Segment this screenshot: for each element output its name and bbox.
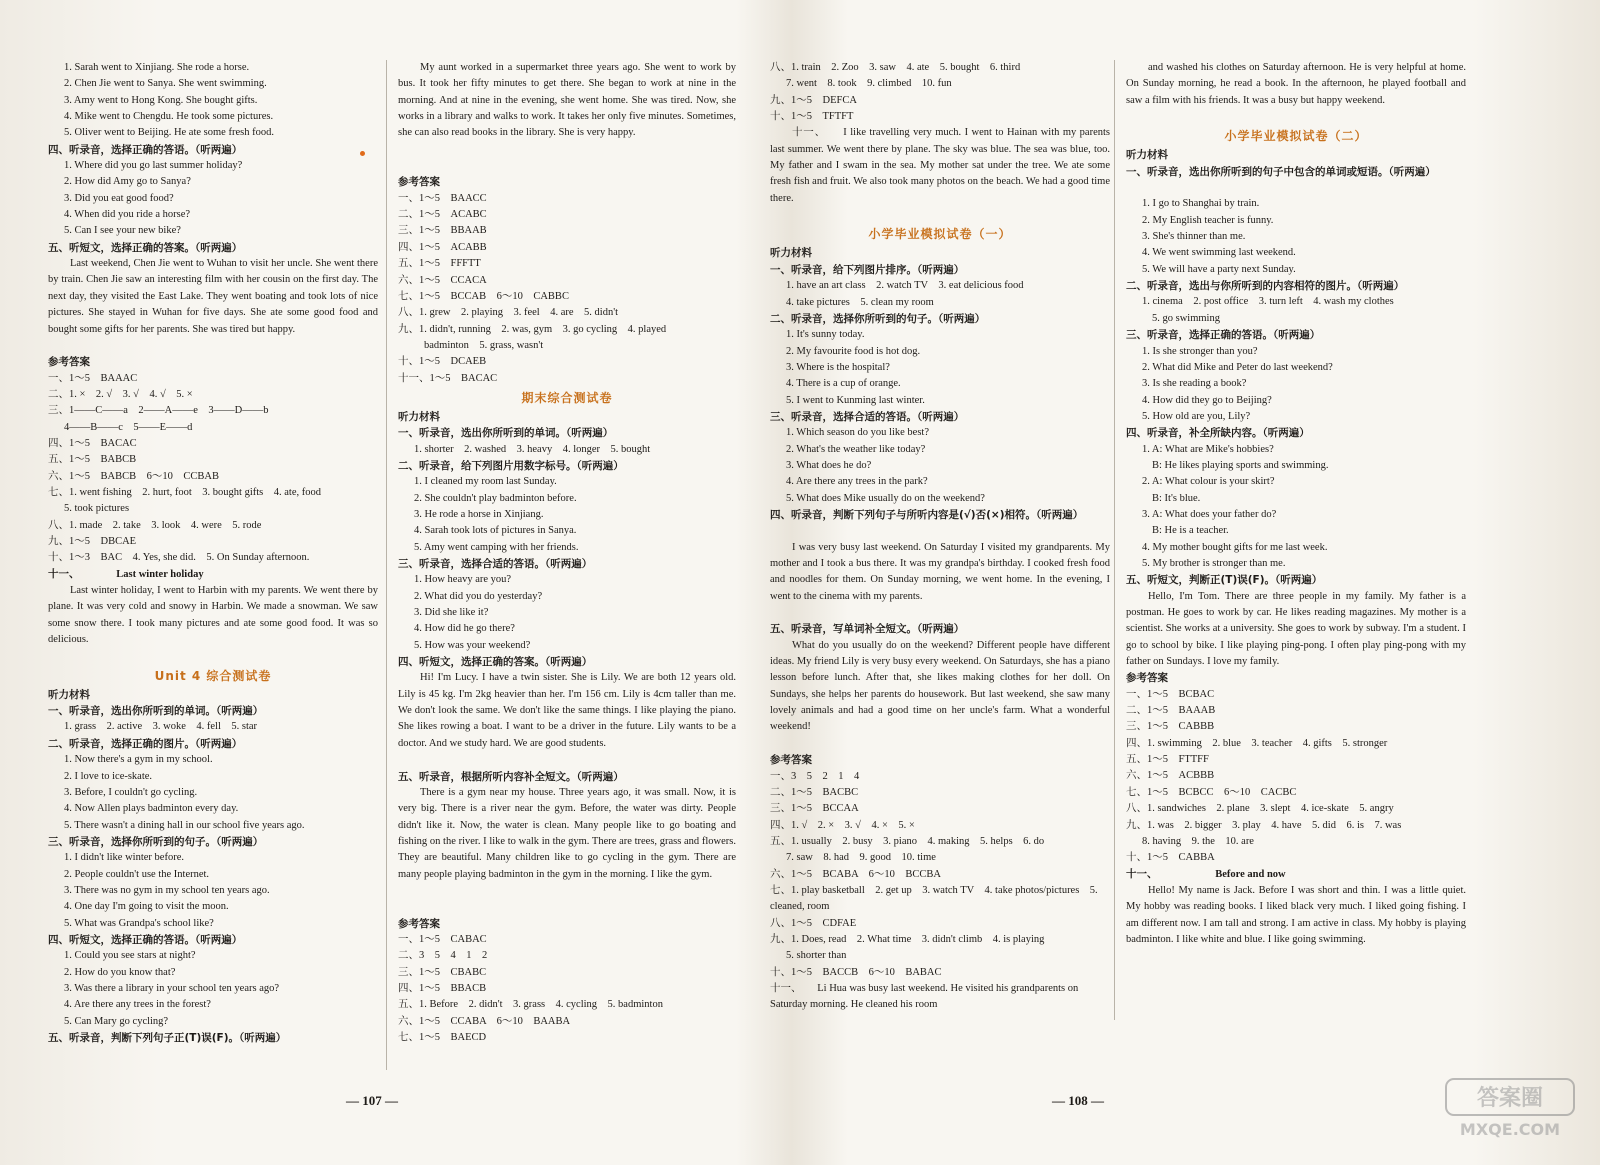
section-heading: 五、听录音，写单词补全短文。（听两遍） <box>770 623 965 636</box>
text-line: 七、1. play basketball 2. get up 3. watch TV 4. take photos/pictures 5. cleaned, room <box>770 884 1098 913</box>
paragraph: Hello! My name is Jack. Before I was short and thin. I was a little quiet. My hobby was reading books. I liked black very much. I liked going fishing. I am different now. I am tall and strong. I am active in class. My hobby is playing badminton. I like white and blue. I like going swimming. <box>1126 884 1466 945</box>
text-line: 3. Did she like it? <box>414 607 489 619</box>
text-line: 十一、 Li Hua was busy last weekend. He visited his grandparents on Saturday morning. He cleaned his room <box>770 983 1079 1011</box>
text-line: 5. My brother is stronger than me. <box>1142 557 1286 569</box>
text-line: 4——B——c 5——E——d <box>64 421 193 433</box>
text-line: 5. There wasn't a dining hall in our school five years ago. <box>64 819 305 831</box>
text-line: 七、1～5 BAECD <box>398 1032 487 1044</box>
text-line: 1. It's sunny today. <box>786 329 865 341</box>
paragraph: What do you usually do on the weekend? Different people have different ideas. My friend Lily is very busy every weekend. On Saturdays, she has a piano lesson before lunch. After that, she likes making clothes for her doll. On Sundays, she helps her parents do housework. But last weekend, she saw many lovely animals and had a good time on her uncle's farm. What a wonderful weekend! <box>770 639 1110 733</box>
text-line: 六、1～5 BABCB 6～10 CCBAB <box>48 470 219 482</box>
page-number-left: — 107 — <box>346 1093 398 1108</box>
text-line: 六、1～5 CCACA <box>398 274 487 286</box>
text-line: 2. What's the weather like today? <box>786 443 926 455</box>
section-heading: 参考答案 <box>398 176 440 189</box>
text-line: B: It's blue. <box>1152 492 1201 504</box>
text-line: 1. Now there's a gym in my school. <box>64 754 213 766</box>
text-line: 4. We went swimming last weekend. <box>1142 247 1296 259</box>
paragraph: Last weekend, Chen Jie went to Wuhan to visit her uncle. She went there by train. Chen Jie saw an interesting film with her cousin on the first day. The next day, they visited the East Lake. They went boating and took lots of nice pictures. She stayed in Wuhan for five days. She ate some good food and bought some gifts for her parents. She was tired but happy. <box>48 258 378 335</box>
section-heading: 三、听录音，选择你所听到的句子。（听两遍） <box>48 835 264 848</box>
text-line: 1. I go to Shanghai by train. <box>1142 198 1260 210</box>
section-heading: 听力材料 <box>398 410 440 423</box>
text-line: 1. shorter 2. washed 3. heavy 4. longer 5. bought <box>414 443 651 455</box>
text-line: 二、1～5 BAAAB <box>1126 705 1216 717</box>
text-line: 4. How did he go there? <box>414 623 515 635</box>
text-line: 3. Is she reading a book? <box>1142 378 1247 390</box>
text-line: 5. Can I see your new bike? <box>64 225 181 237</box>
text-line: 八、1～5 CDFAE <box>770 917 857 929</box>
text-line: 八、1. sandwiches 2. plane 3. slept 4. ice-skate 5. angry <box>1126 803 1394 815</box>
text-line: 5. How was your weekend? <box>414 639 531 651</box>
section-heading: 听力材料 <box>1126 149 1168 162</box>
text-line: 5. I went to Kunming last winter. <box>786 394 925 406</box>
section-heading: 一、听录音，选出你所听到的句子中包含的单词或短语。（听两遍） <box>1126 165 1436 178</box>
text-line: 三、1～5 CABBB <box>1126 721 1215 733</box>
section-heading: 四、听录音，补全所缺内容。（听两遍） <box>1126 427 1310 440</box>
text-line: 1. Which season do you like best? <box>786 427 929 439</box>
paragraph: There is a gym near my house. Three years ago, it was small. Now, it is very big. There is a river near the gym. Before, the water was dirty. People didn't like it. Now, the water is clean. Many people like to go boating and fishing on the river. I like to walk in the gym. There are trees, grass and flowers. They are beautiful. Many children like to go cycling in the gym. There are many people playing badminton in the gym in the morning. I like the gym. <box>398 786 736 880</box>
text-line: 7. saw 8. had 9. good 10. time <box>786 852 936 864</box>
text-line: 3. Where is the hospital? <box>786 361 890 373</box>
paragraph: Hi! I'm Lucy. I have a twin sister. She is Lily. We are both 12 years old. Lily is 45 kg. I'm 2kg heavier than her. I'm 156 cm. Lily is 4cm taller than me. We don't look the same. We don't like the same things. I like playing the piano. She likes rowing a boat. I want to be a driver in the future. Lily wants to be a doctor. And we study hard. We are good students. <box>398 672 736 749</box>
essay-heading: 十一、 Before and now <box>1126 868 1286 880</box>
text-line: 4. Are there any trees in the forest? <box>64 999 211 1011</box>
text-line: 一、1～5 BAAAC <box>48 372 138 384</box>
paragraph: 十一、 I like travelling very much. I went to Hainan with my parents last summer. We went there by plane. The sky was blue. The sea was blue, too. My father and I swam in the sea. My mother sat under the tree. We ate some fresh fish and fruit. We also took many photos on the beach. We had a good time there. <box>770 127 1110 204</box>
text-line: 七、1～5 BCCAB 6～10 CABBC <box>398 290 569 302</box>
text-line: 九、1～5 DEFCA <box>770 94 857 106</box>
section-title: 期末综合测试卷 <box>521 390 613 405</box>
text-line: 5. took pictures <box>64 503 130 515</box>
text-line: 六、1～5 CCABA 6～10 BAABA <box>398 1015 571 1027</box>
text-line: 3. Did you eat good food? <box>64 192 174 204</box>
text-line: 2. What did Mike and Peter do last weekend? <box>1142 361 1333 373</box>
text-line: 4. take pictures 5. clean my room <box>786 296 934 308</box>
section-heading: 二、听录音，给下列图片用数字标号。（听两遍） <box>398 459 624 472</box>
text-line: 二、3 5 4 1 2 <box>398 950 488 962</box>
text-line: 5. shorter than <box>786 950 847 962</box>
section-heading: 五、听短文，选择正确的答案。（听两遍） <box>48 241 243 254</box>
paragraph: I was very busy last weekend. On Saturday I visited my grandparents. My mother and I took a bus there. It was my grandpa's birthday. I cooked fresh food and noodles for them. On Sunday morning, we went home. In the evening, I went to the cinema with my parents. <box>770 541 1110 602</box>
text-line: 5. Amy went camping with her friends. <box>414 541 579 553</box>
section-heading: 三、听录音，选择合适的答语。（听两遍） <box>770 410 965 423</box>
text-line: 二、1～5 ACABC <box>398 209 487 221</box>
column-3 <box>770 60 1110 1014</box>
section-heading: 一、听录音，选出你所听到的单词。（听两遍） <box>48 705 264 718</box>
section-heading: 四、听短文，选择正确的答语。（听两遍） <box>48 933 243 946</box>
text-line: 四、1～5 BBACB <box>398 983 487 995</box>
section-heading: 四、听录音，判断下列句子与所听内容是(√)否(×)相符。（听两遍） <box>770 508 1084 521</box>
section-heading: 二、听录音，选择你所听到的句子。（听两遍） <box>770 312 986 325</box>
text-line: 十一、1～5 BACAC <box>398 372 498 384</box>
section-heading: 听力材料 <box>770 247 812 260</box>
text-line: 3. There was no gym in my school ten years ago. <box>64 884 270 896</box>
text-line: 三、1～5 CBABC <box>398 966 487 978</box>
text-line: 5. What does Mike usually do on the weekend? <box>786 492 985 504</box>
text-line: 五、1～5 FTTFF <box>1126 754 1209 766</box>
text-line: 2. A: What colour is your skirt? <box>1142 476 1275 488</box>
watermark-url: MXQE.COM <box>1459 1120 1561 1139</box>
text-line: 十、1～5 CABBA <box>1126 852 1215 864</box>
text-line: 5. Can Mary go cycling? <box>64 1015 169 1027</box>
essay-heading: 十一、 Last winter holiday <box>48 568 204 580</box>
text-line: 六、1～5 ACBBB <box>1126 770 1215 782</box>
text-line: 二、1. × 2. √ 3. √ 4. √ 5. × <box>48 388 193 400</box>
column-divider <box>1114 60 1115 1020</box>
text-line: 4. How did they go to Beijing? <box>1142 394 1272 406</box>
text-line: 1. Where did you go last summer holiday? <box>64 160 243 172</box>
text-line: 九、1. Does, read 2. What time 3. didn't climb 4. is playing <box>770 933 1045 945</box>
text-line: 1. I didn't like winter before. <box>64 852 184 864</box>
text-line: 5. Oliver went to Beijing. He ate some fresh food. <box>64 127 274 139</box>
text-line: 九、1～5 DBCAE <box>48 536 137 547</box>
text-line: 八、1. train 2. Zoo 3. saw 4. ate 5. bought 6. third <box>770 62 1021 73</box>
section-heading: 参考答案 <box>398 917 440 930</box>
text-line: 4. There is a cup of orange. <box>786 378 901 390</box>
text-line: 十、1～5 TFTFT <box>770 111 854 123</box>
text-line: 3. Amy went to Hong Kong. She bought gifts. <box>64 94 258 106</box>
text-line: 2. How do you know that? <box>64 966 176 978</box>
text-line: 5. What was Grandpa's school like? <box>64 917 214 929</box>
text-line: badminton 5. grass, wasn't <box>424 339 544 351</box>
text-line: 1. A: What are Mike's hobbies? <box>1142 443 1274 455</box>
section-heading: 五、听录音，根据所听内容补全短文。（听两遍） <box>398 770 624 783</box>
text-line: 九、1. was 2. bigger 3. play 4. have 5. did 6. is 7. was <box>1126 819 1402 831</box>
text-line: 4. Are there any trees in the park? <box>786 476 928 488</box>
text-line: 2. Chen Jie went to Sanya. She went swimming. <box>64 78 267 90</box>
text-line: 七、1. went fishing 2. hurt, foot 3. bought gifts 4. ate, food <box>48 486 321 498</box>
text-line: 十、1～5 BACCB 6～10 BABAC <box>770 966 942 978</box>
text-line: 4. When did you ride a horse? <box>64 209 191 221</box>
column-2 <box>398 60 736 1046</box>
column-4 <box>1126 60 1466 981</box>
text-line: 2. How did Amy go to Sanya? <box>64 176 191 188</box>
text-line: 3. Was there a library in your school ten years ago? <box>64 982 280 994</box>
text-line: 7. went 8. took 9. climbed 10. fun <box>786 78 952 90</box>
text-line: 5. We will have a party next Sunday. <box>1142 263 1296 275</box>
watermark-logo <box>1440 1073 1580 1143</box>
paragraph: Hello, I'm Tom. There are three people in my family. My father is a postman. He goes to work by car. He likes reading magazines. My mother is a scientist. She works at a university. She goes to work by subway. I'm a student. I go to school by bike. I like playing ping-pong. I often play ping-pong with my father on Sundays. I love my family. <box>1126 590 1466 668</box>
text-line: 七、1～5 BCBCC 6～10 CACBC <box>1126 786 1297 798</box>
text-line: 3. She's thinner than me. <box>1142 231 1246 243</box>
section-heading: 二、听录音，选择正确的图片。（听两遍） <box>48 737 243 750</box>
text-line: 三、1——C——a 2——A——e 3——D——b <box>48 405 269 417</box>
text-line: 五、1. usually 2. busy 3. piano 4. making 5. helps 6. do <box>770 835 1045 847</box>
text-line: 四、1～5 ACABB <box>398 241 487 253</box>
text-line: 4. Mike went to Chengdu. He took some pictures. <box>64 111 274 123</box>
section-heading: 四、听短文，选择正确的答案。（听两遍） <box>398 656 593 669</box>
text-line: 2. What did you do yesterday? <box>414 590 543 602</box>
text-line: 1. Sarah went to Xinjiang. She rode a horse. <box>64 62 250 73</box>
column-1 <box>48 60 378 1046</box>
section-heading: 一、听录音，选出你所听到的单词。（听两遍） <box>398 427 614 440</box>
text-line: 8. having 9. the 10. are <box>1142 835 1254 847</box>
paragraph: My aunt worked in a supermarket three years ago. She went to work by bus. It took her fifty minutes to get there. She began to work at nine in the morning. And at nine in the evening, she went home. She was tired. Now, she works in a library and walks to work. It takes her only five minutes. Sometimes, she can also read books in the library. She is very happy. <box>398 62 736 139</box>
text-line: 4. One day I'm going to visit the moon. <box>64 901 229 913</box>
text-line: 一、3 5 2 1 4 <box>770 770 860 782</box>
text-line: 4. Now Allen plays badminton every day. <box>64 803 239 815</box>
section-heading: 二、听录音，选出与你所听到的内容相符的图片。（听两遍） <box>1126 280 1405 293</box>
paragraph: Last winter holiday, I went to Harbin with my parents. We went there by plane. It was very cold and snowy in Harbin. We made a snowman. We saw some snow there. I took many pictures and ate some good food. It was so delicious. <box>48 585 378 646</box>
text-line: 1. Is she stronger than you? <box>1142 345 1258 357</box>
text-line: 2. My favourite food is hot dog. <box>786 345 921 357</box>
section-heading: 参考答案 <box>48 356 90 369</box>
section-title: 小学毕业模拟试卷（一） <box>868 227 1012 242</box>
text-line: 2. I love to ice-skate. <box>64 770 153 782</box>
watermark-logo-text: 答案圈 <box>1476 1086 1544 1111</box>
text-line: 1. have an art class 2. watch TV 3. eat delicious food <box>786 280 1024 292</box>
text-line: B: He is a teacher. <box>1152 525 1229 537</box>
text-line: 九、1. didn't, running 2. was, gym 3. go cycling 4. played <box>398 323 667 335</box>
text-line: 2. People couldn't use the Internet. <box>64 868 210 880</box>
text-line: 三、1～5 BBAAB <box>398 225 487 237</box>
text-line: 1. Could you see stars at night? <box>64 950 196 962</box>
text-line: 一、1～5 CABAC <box>398 933 487 945</box>
text-line: 4. My mother bought gifts for me last week. <box>1142 541 1328 553</box>
paragraph: and washed his clothes on Saturday afternoon. He is very helpful at home. On Sunday morning, he read a book. In the afternoon, he played football and saw a film with his friends. It was a busy but happy weekend. <box>1126 62 1466 106</box>
section-heading: 参考答案 <box>1126 672 1168 685</box>
text-line: 1. How heavy are you? <box>414 574 512 586</box>
text-line: 十、1～5 DCAEB <box>398 356 487 368</box>
text-line: 四、1. swimming 2. blue 3. teacher 4. gifts 5. stronger <box>1126 737 1388 749</box>
text-line: 六、1～5 BCABA 6～10 BCCBA <box>770 868 941 880</box>
text-line: 1. grass 2. active 3. woke 4. fell 5. star <box>64 721 258 733</box>
text-line: 五、1～5 BABCB <box>48 454 137 466</box>
section-heading: 四、听录音，选择正确的答语。（听两遍） <box>48 143 243 156</box>
text-line: 三、1～5 BCCAA <box>770 803 859 815</box>
text-line: 3. Before, I couldn't go cycling. <box>64 786 198 798</box>
text-line: 十、1～3 BAC 4. Yes, she did. 5. On Sunday afternoon. <box>48 552 310 564</box>
section-heading: 一、听录音，给下列图片排序。（听两遍） <box>770 263 965 276</box>
section-heading: 听力材料 <box>48 688 90 701</box>
text-line: 八、1. made 2. take 3. look 4. were 5. rode <box>48 519 262 531</box>
section-title: Unit 4 综合测试卷 <box>154 668 272 683</box>
text-line: 一、1～5 BAACC <box>398 192 487 204</box>
section-title: 小学毕业模拟试卷（二） <box>1224 129 1368 144</box>
page-number-right: — 108 — <box>1052 1093 1104 1108</box>
text-line: 1. I cleaned my room last Sunday. <box>414 476 557 488</box>
section-heading: 参考答案 <box>770 754 812 767</box>
text-line: 5. go swimming <box>1152 312 1220 324</box>
column-divider <box>386 60 387 1070</box>
section-heading: 五、听短文，判断正(T)误(F)。（听两遍） <box>1126 574 1323 587</box>
text-line: 3. What does he do? <box>786 459 872 471</box>
section-heading: 三、听录音，选择合适的答语。（听两遍） <box>398 558 593 570</box>
text-line: 四、1～5 BACAC <box>48 437 137 449</box>
text-line: 4. Sarah took lots of pictures in Sanya. <box>414 525 577 537</box>
text-line: 五、1～5 FFFTT <box>398 258 481 270</box>
section-heading: 三、听录音，选择正确的答语。（听两遍） <box>1126 329 1321 342</box>
text-line: B: He likes playing sports and swimming. <box>1152 459 1329 471</box>
section-heading: 五、听录音，判断下列句子正(T)误(F)。（听两遍） <box>48 1032 287 1044</box>
text-line: 3. A: What does your father do? <box>1142 508 1277 520</box>
text-line: 五、1. Before 2. didn't 3. grass 4. cycling 5. badminton <box>398 999 663 1011</box>
text-line: 四、1. √ 2. × 3. √ 4. × 5. × <box>770 819 915 831</box>
text-line: 二、1～5 BACBC <box>770 786 859 798</box>
text-line: 一、1～5 BCBAC <box>1126 688 1215 700</box>
text-line: 3. He rode a horse in Xinjiang. <box>414 508 544 520</box>
text-line: 1. cinema 2. post office 3. turn left 4. wash my clothes <box>1142 296 1394 308</box>
text-line: 2. She couldn't play badminton before. <box>414 492 577 504</box>
text-line: 八、1. grew 2. playing 3. feel 4. are 5. didn't <box>398 307 619 319</box>
text-line: 5. How old are you, Lily? <box>1142 410 1251 422</box>
text-line: 2. My English teacher is funny. <box>1142 214 1274 226</box>
